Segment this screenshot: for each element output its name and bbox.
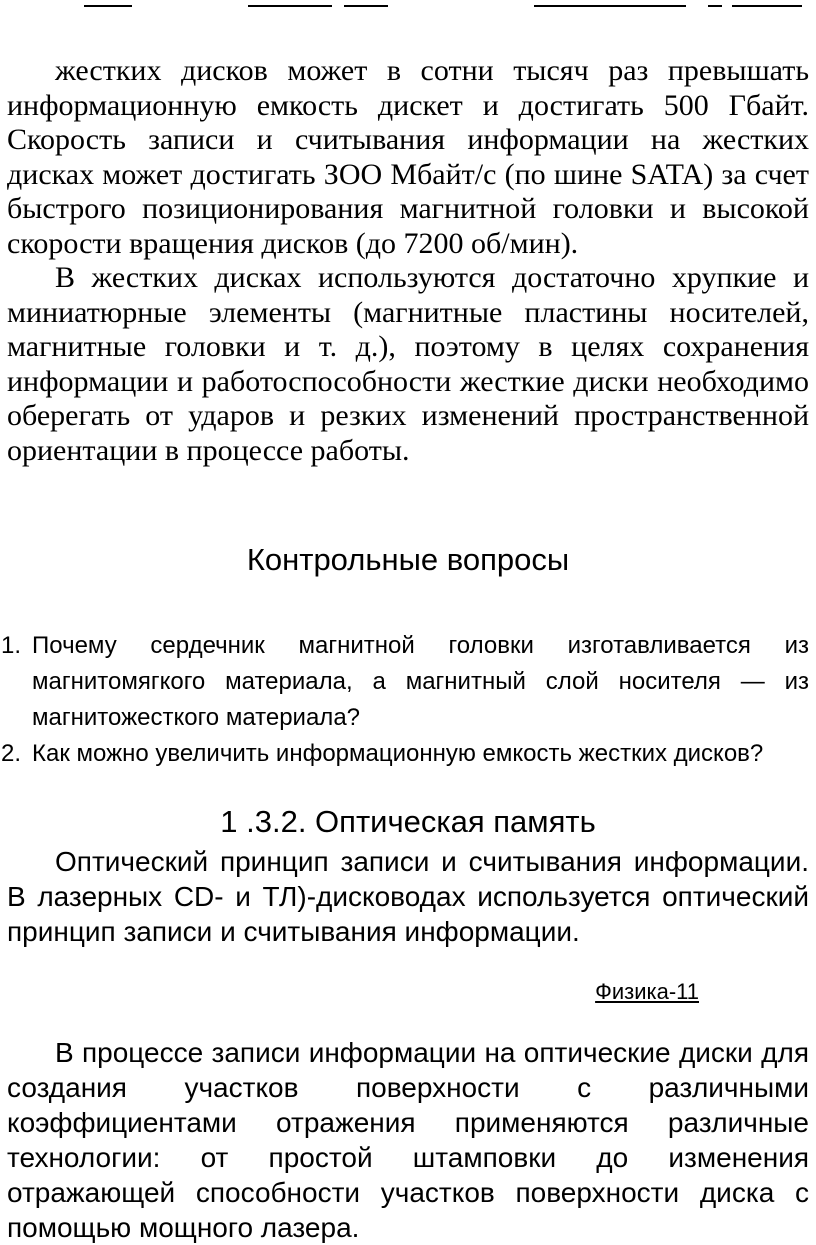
optical-memory-heading: 1 .3.2. Оптическая память xyxy=(220,804,596,839)
question-text: Как можно увеличить информационную емкость жестких дисков? xyxy=(32,740,764,767)
paragraph-hard-disk-fragility: В жестких дисках используются достаточно хрупкие и миниатюрные элементы (магнитные пластины носителей, магнитные головки и т. д.), поэтому в целях сохранения информации и работоспособности жесткие диски необходимо оберегать от ударов и резких изменений пространственной ориентации в процессе работы. xyxy=(7,261,809,467)
question-number: 1. xyxy=(1,632,22,659)
rule-fragment xyxy=(84,5,132,7)
document-page xyxy=(1,54,809,1245)
paragraph-optical-recording: В процессе записи информации на оптические диски для создания участков поверхности с различными коэффициентами отражения применяются различные технологии: от простой штамповки до изменения отражающей способности участков поверхности диска с помощью мощного лазера. xyxy=(7,1037,809,1243)
rule-fragment xyxy=(708,5,722,7)
question-number: 2. xyxy=(1,740,22,767)
control-questions-list xyxy=(1,628,809,772)
rule-fragment xyxy=(344,5,388,7)
rule-fragment xyxy=(534,5,686,7)
rule-fragment xyxy=(248,5,332,7)
paragraph-hard-disk-capacity: жестких дисков может в сотни тысяч раз превышать информационную емкость дискет и достигать 500 Гбайт. Скорость записи и считывания информации на жестких дисках может достигать ЗОО Мбайт/с (по шине SATA) за счет быстрого позиционирования магнитной головки и высокой скорости вращения дисков (до 7200 об/мин). xyxy=(7,54,809,260)
question-item xyxy=(1,736,809,772)
paragraph-optical-principle: Оптический принцип записи и считывания информации. В лазерных CD- и ТЛ)-дисководах используется оптический принцип записи и считывания информации. xyxy=(7,846,809,947)
question-text: Почему сердечник магнитной головки изготавливается из магнитомягкого материала, а магнитный слой носителя — из магнитожесткого материала? xyxy=(32,632,809,731)
question-item xyxy=(1,628,809,736)
control-questions-heading: Контрольные вопросы xyxy=(246,542,570,577)
physics-reference-link[interactable]: Физика-11 xyxy=(595,979,699,1004)
rule-fragment xyxy=(732,5,802,7)
physics-reference-link-wrapper xyxy=(7,977,699,1007)
top-rule-fragments xyxy=(0,0,816,12)
